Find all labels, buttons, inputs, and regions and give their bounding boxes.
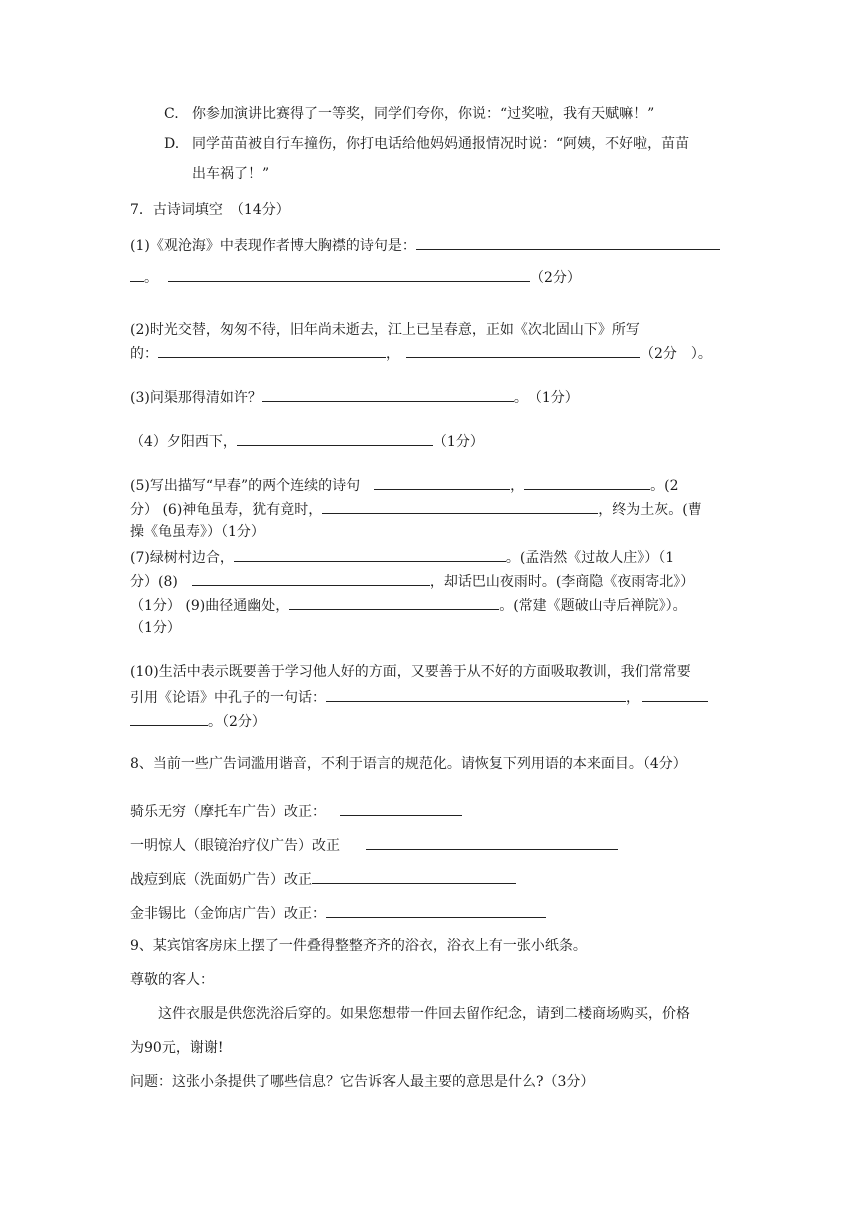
q7-part8-line [130, 570, 694, 592]
q8-item-label: 骑乐无穷（摩托车广告）改正： [130, 804, 326, 820]
q7-part5-comma: ， [510, 478, 525, 494]
q7-part10-line1: (10)生活中表示既要善于学习他人好的方面，又要善于从不好的方面吸取教训，我们常常要 [130, 664, 691, 680]
option-c-text: 你参加演讲比赛得了一等奖，同学们夸你，你说：“过奖啦，我有天赋嘛！” [192, 106, 655, 122]
answer-blank[interactable] [340, 800, 462, 816]
q8-item-1 [130, 800, 462, 822]
answer-blank[interactable] [262, 386, 514, 402]
answer-blank[interactable] [322, 498, 598, 514]
q7-part2-line1: (2)时光交替，匆匆不待，旧年尚未逝去，江上已呈春意，正如《次北固山下》所写 [130, 322, 640, 338]
answer-blank[interactable] [366, 834, 618, 850]
q8-item-2 [130, 834, 618, 856]
q7-part1-score: （2分） [530, 270, 581, 286]
q7-part8-source: ，却话巴山夜雨时。(李商隐《夜雨寄北》） [429, 574, 695, 590]
option-d-text-line1: 同学苗苗被自行车撞伤，你打电话给他妈妈通报情况时说：“阿姨，不好啦，苗苗 [192, 136, 690, 152]
q7-part9-prompt: （1分） (9)曲径通幽处， [130, 598, 290, 614]
q9-note-body-line1: 这件衣服是供您洗浴后穿的。如果您想带一件回去留作纪念，请到二楼商场购买，价格 [158, 1006, 690, 1022]
q8-item-label: 一明惊人（眼镜治疗仪广告）改正 [130, 838, 340, 854]
q7-part7-prompt: (7)绿树村边合， [130, 550, 234, 566]
answer-blank[interactable] [326, 902, 546, 918]
q7-part6-line [130, 498, 702, 520]
q7-part2-score: （2分 ）。 [640, 346, 712, 362]
q7-part4 [130, 430, 484, 452]
answer-blank[interactable] [289, 594, 499, 610]
answer-blank[interactable] [168, 266, 530, 282]
q7-part6-source: ，终为土灰。(曹 [598, 502, 702, 518]
q8-item-label: 战痘到底（洗面奶广告）改正 [130, 872, 312, 888]
q9-question: 问题：这张小条提供了哪些信息？它告诉客人最主要的意思是什么?（3分） [130, 1074, 595, 1090]
answer-blank[interactable] [158, 342, 386, 358]
q7-part9-source: 。(常建《题破山寺后禅院》）。 [499, 598, 687, 614]
q7-title: 7．古诗词填空 （14分） [130, 202, 290, 218]
q7-part5-line1 [130, 474, 679, 496]
q7-part3-prompt: (3)问渠那得清如许？ [130, 390, 262, 406]
q7-part1-line1 [130, 234, 720, 256]
answer-blank[interactable] [416, 234, 720, 250]
q7-part9-line [130, 594, 687, 616]
option-c-label: C. [164, 106, 179, 122]
q7-part5-prompt: (5)写出描写“早春”的两个连续的诗句 [130, 478, 361, 494]
answer-blank[interactable] [312, 868, 516, 884]
q7-part6-score: 操《龟虽寿》）（1分） [130, 524, 265, 540]
q7-part9-score: （1分） [130, 620, 181, 636]
q7-part3 [130, 386, 579, 408]
q7-part10-comma: ， [626, 690, 640, 706]
q7-part3-score: 。 （1分） [513, 390, 579, 406]
q7-part4-score: （1分） [432, 434, 484, 450]
q7-part10-score: 。（2分） [208, 714, 266, 730]
q7-part8-prompt: 分）(8) [130, 574, 178, 590]
q8-item-label: 金非锡比（金饰店广告）改正： [130, 906, 326, 922]
q7-part6-prompt: 分） (6)神龟虽寿，犹有竟时， [130, 502, 323, 518]
answer-blank[interactable] [192, 570, 430, 586]
q7-part1-period: 。 [144, 270, 158, 286]
option-d-text-line2: 出车祸了！” [192, 166, 270, 182]
q7-part2-line2 [130, 342, 712, 364]
q7-part1-prompt: (1)《观沧海》中表现作者博大胸襟的诗句是： [130, 238, 416, 254]
answer-blank[interactable] [374, 474, 510, 490]
answer-blank[interactable] [326, 686, 626, 702]
q7-part10-line2 [130, 686, 708, 708]
answer-blank[interactable] [234, 546, 506, 562]
q7-part4-prompt: （4）夕阳西下， [130, 434, 237, 450]
answer-blank[interactable] [642, 686, 708, 702]
q8-item-4 [130, 902, 546, 924]
q9-title: 9、某宾馆客房床上摆了一件叠得整整齐齐的浴衣，浴衣上有一张小纸条。 [130, 938, 587, 954]
q7-part7-line [130, 546, 674, 568]
answer-blank[interactable] [130, 710, 208, 726]
answer-blank[interactable] [524, 474, 650, 490]
q7-part2-prompt: 的： [130, 346, 158, 362]
q8-title: 8、当前一些广告词滥用谐音，不利于语言的规范化。请恢复下列用语的本来面目。（4分） [130, 756, 687, 772]
answer-blank[interactable] [406, 342, 640, 358]
q7-part5-score: 。(2 [650, 478, 679, 494]
q8-item-3 [130, 868, 516, 890]
q9-note-body-line2: 为90元，谢谢! [130, 1040, 224, 1056]
q7-part2-comma: ， [386, 346, 400, 362]
option-d-label: D. [164, 136, 180, 152]
q7-part1-line2 [130, 266, 581, 288]
q7-part10-line3 [130, 710, 266, 732]
answer-blank[interactable] [130, 266, 144, 282]
q7-part7-source: 。(孟浩然《过故人庄》）（1 [505, 550, 675, 566]
q9-note-greeting: 尊敬的客人： [130, 972, 214, 988]
q7-part10-prompt: 引用《论语》中孔子的一句话： [130, 690, 326, 706]
answer-blank[interactable] [237, 430, 433, 446]
